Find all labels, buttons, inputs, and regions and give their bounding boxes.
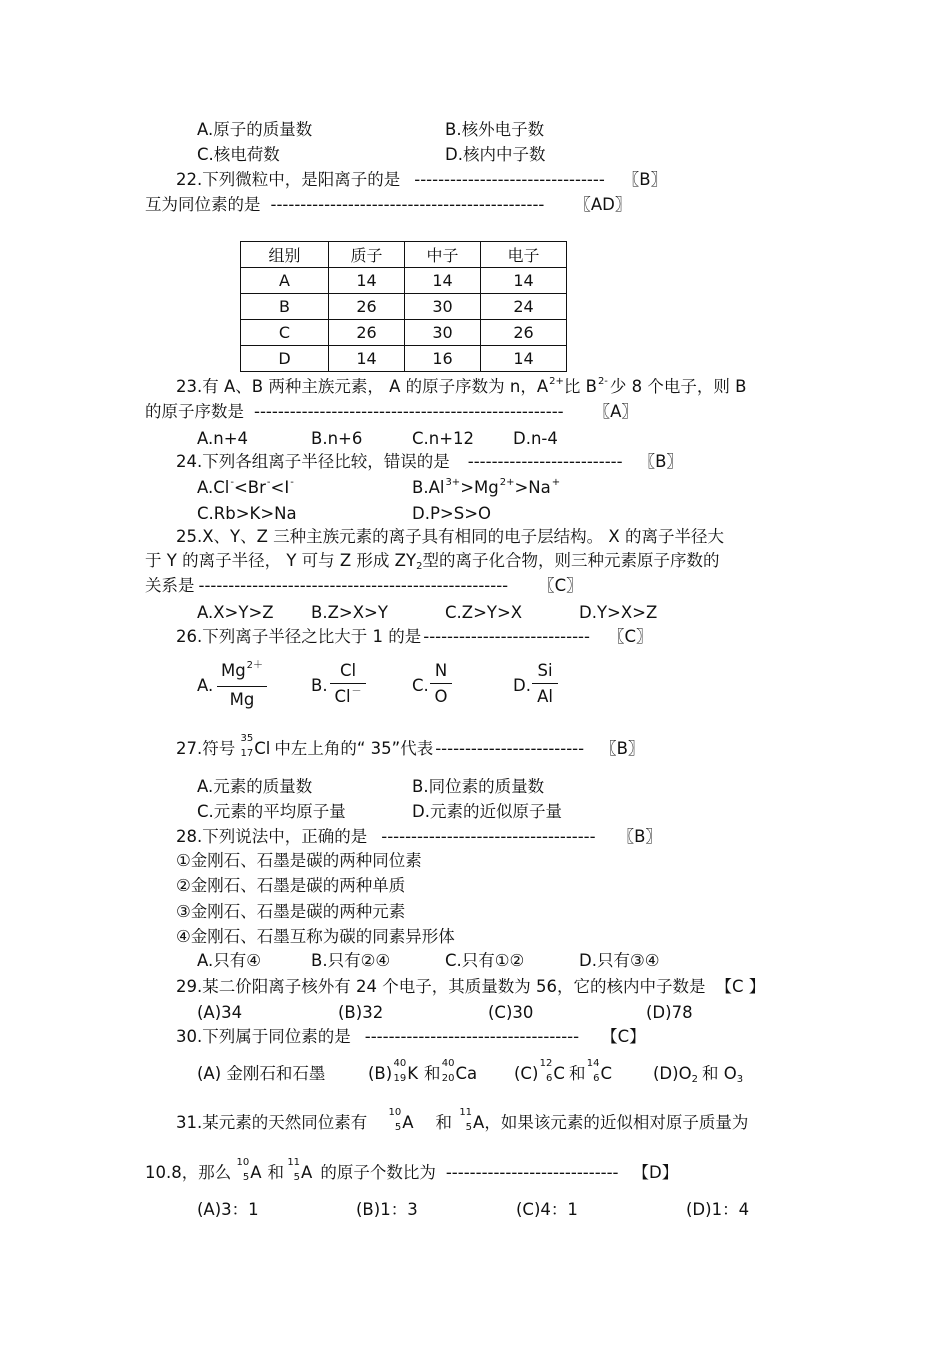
q25-line2-b: 型的离子化合物，则三种元素原子序数的 bbox=[422, 551, 720, 570]
q31-line2-a: 10.8，那么 bbox=[145, 1163, 232, 1182]
q31-option-a: (A)3：1 bbox=[197, 1200, 259, 1219]
element-symbol: A bbox=[473, 1113, 485, 1132]
q21-option-a: A.原子的质量数 bbox=[197, 120, 313, 139]
atomic-number: 5 bbox=[293, 1172, 301, 1183]
element-symbol: C bbox=[553, 1064, 565, 1083]
answer-bracket: 〖A〗 bbox=[593, 402, 638, 421]
fraction-denominator bbox=[330, 684, 366, 710]
table-cell: 26 bbox=[329, 320, 405, 346]
q29-stem-text: 29.某二价阳离子核外有 24 个电子，其质量数为 56，它的核内中子数是 bbox=[176, 977, 706, 996]
connector-text: 和 bbox=[424, 1064, 441, 1083]
element-symbol: C bbox=[600, 1064, 612, 1083]
charge-superscript: 2+ bbox=[499, 477, 515, 488]
q31-stem-a: 31.某元素的天然同位素有 bbox=[176, 1113, 368, 1132]
q30-option-a: (A) 金刚石和石墨 bbox=[197, 1064, 326, 1083]
nuclide-symbol bbox=[286, 1157, 301, 1184]
element-symbol: A bbox=[402, 1113, 414, 1132]
q23-option-a: A.n+4 bbox=[197, 429, 249, 448]
q27-option-a: A.元素的质量数 bbox=[197, 777, 313, 796]
q24-option-d: D.P>S>O bbox=[412, 504, 492, 523]
subscript: 2 bbox=[691, 1074, 698, 1085]
q24-option-b bbox=[412, 477, 560, 502]
q24-a-text: A.Cl bbox=[197, 478, 230, 497]
q28-stem-text: 28.下列说法中，正确的是 bbox=[176, 827, 368, 846]
q29-option-b: (B)32 bbox=[338, 1003, 384, 1022]
nuclide-symbol bbox=[235, 1157, 250, 1184]
q26-option-b-fraction bbox=[330, 661, 366, 710]
table-cell: 14 bbox=[329, 346, 405, 372]
table-cell: 24 bbox=[481, 294, 567, 320]
q23-option-b: B.n+6 bbox=[311, 429, 363, 448]
q28-stem bbox=[176, 826, 662, 848]
table-cell: 14 bbox=[481, 268, 567, 294]
q24-a-text: <Br bbox=[233, 478, 266, 497]
q23-line2: 的原子序数是 bbox=[145, 402, 244, 421]
element-symbol: Ca bbox=[455, 1064, 478, 1083]
q27-stem bbox=[176, 733, 645, 760]
nuclide-symbol bbox=[458, 1107, 473, 1134]
fraction-numerator: N bbox=[430, 661, 452, 684]
atomic-number: 20 bbox=[441, 1073, 455, 1084]
subscript: 3 bbox=[736, 1074, 744, 1085]
mass-number: 11 bbox=[287, 1157, 301, 1168]
subscript: 2 bbox=[416, 561, 423, 572]
charge-superscript: 3+ bbox=[445, 477, 461, 488]
q25-option-d: D.Y>X>Z bbox=[579, 603, 658, 622]
table-header: 质子 bbox=[329, 242, 405, 268]
charge-superscript: + bbox=[551, 477, 561, 488]
answer-leader: ------------------------- bbox=[435, 739, 585, 758]
q27-stem-a: 27.符号 bbox=[176, 739, 236, 758]
q23-stem-c: 少 8 个电子，则 B bbox=[609, 377, 747, 396]
q22-stem bbox=[176, 169, 667, 191]
q24-option-a bbox=[197, 477, 294, 502]
q31-stem-1 bbox=[176, 1107, 749, 1134]
atomic-number: 5 bbox=[242, 1172, 250, 1183]
q21-option-b: B.核外电子数 bbox=[445, 120, 545, 139]
q26-option-d-label: D. bbox=[513, 676, 531, 695]
q22-stem-text: 22.下列微粒中，是阳离子的是 bbox=[176, 170, 401, 189]
table-header: 组别 bbox=[241, 242, 329, 268]
q22-stem-2 bbox=[145, 194, 631, 216]
q23-option-d: D.n-4 bbox=[513, 429, 558, 448]
isotope-table bbox=[240, 241, 567, 372]
q31-option-b: (B)1：3 bbox=[356, 1200, 418, 1219]
q26-option-d-fraction bbox=[532, 661, 558, 707]
table-cell: 30 bbox=[405, 320, 481, 346]
table-cell: D bbox=[241, 346, 329, 372]
q31-stem-b: ，如果该元素的近似相对原子质量为 bbox=[484, 1113, 749, 1132]
answer-bracket: 〖B〗 bbox=[600, 739, 645, 758]
atomic-number: 5 bbox=[465, 1122, 473, 1133]
q28-statement-3: ③金刚石、石墨是碳的两种元素 bbox=[176, 902, 406, 921]
q23-stem-2 bbox=[145, 401, 638, 423]
q31-stem-2 bbox=[145, 1157, 679, 1184]
q30-option-b bbox=[368, 1058, 478, 1085]
q22-stem2-text: 互为同位素的是 bbox=[145, 195, 261, 214]
answer-leader: ---------------------------------------------------- bbox=[254, 402, 564, 421]
q27-stem-b: 中左上角的“ 35”代表 bbox=[274, 739, 434, 758]
table-header: 电子 bbox=[481, 242, 567, 268]
q28-statement-4: ④金刚石、石墨互称为碳的同素异形体 bbox=[176, 927, 455, 946]
q26-option-a-label: A. bbox=[197, 676, 214, 695]
q23-option-c: C.n+12 bbox=[412, 429, 475, 448]
q25-option-c: C.Z>Y>X bbox=[445, 603, 523, 622]
fraction-numerator bbox=[217, 661, 267, 687]
nuclide-symbol bbox=[441, 1058, 456, 1085]
q25-stem-2 bbox=[145, 550, 719, 575]
charge-superscript: 2＋ bbox=[246, 660, 264, 671]
q23-stem-b: 比 B bbox=[563, 377, 597, 396]
q26-option-c-fraction bbox=[430, 661, 452, 707]
atomic-number: 6 bbox=[593, 1073, 600, 1084]
q24-b-text: B.Al bbox=[412, 478, 445, 497]
q26-option-b-label: B. bbox=[311, 676, 328, 695]
answer-bracket: 〖B〗 bbox=[617, 827, 662, 846]
q26-option-c-label: C. bbox=[412, 676, 429, 695]
table-row bbox=[241, 346, 567, 372]
mass-number: 40 bbox=[441, 1058, 455, 1069]
q30-stem-text: 30.下列属于同位素的是 bbox=[176, 1027, 351, 1046]
answer-leader: ------------------------------------ bbox=[381, 827, 596, 846]
option-label: (C) bbox=[514, 1064, 539, 1083]
charge-superscript: - bbox=[290, 477, 294, 488]
q29-option-d: (D)78 bbox=[646, 1003, 693, 1022]
fraction-numerator: Si bbox=[532, 661, 558, 684]
nuclide-symbol bbox=[538, 1058, 553, 1085]
mass-number: 35 bbox=[240, 733, 254, 744]
connector-text: 和 bbox=[435, 1113, 453, 1132]
q25-stem-3 bbox=[145, 575, 583, 597]
answer-bracket: 【C 】 bbox=[715, 977, 766, 996]
nuclide-symbol bbox=[392, 1058, 407, 1085]
answer-leader: ---------------------------------------------------- bbox=[198, 576, 509, 595]
charge-superscript: 2+ bbox=[549, 376, 564, 387]
atomic-number: 17 bbox=[240, 748, 254, 759]
answer-bracket: 〖B〗 bbox=[622, 170, 668, 189]
q24-b-text: >Mg bbox=[460, 478, 499, 497]
q31-line2-b: 的原子个数比为 bbox=[320, 1163, 436, 1182]
table-cell: 16 bbox=[405, 346, 481, 372]
fraction-numerator: Cl bbox=[330, 661, 366, 684]
q28-option-c: C.只有①② bbox=[445, 951, 525, 970]
mass-number: 12 bbox=[539, 1058, 553, 1069]
atomic-number: 19 bbox=[393, 1073, 407, 1084]
charge-superscript: － bbox=[351, 686, 362, 697]
q26-option-a-fraction bbox=[217, 661, 267, 710]
mass-number: 40 bbox=[393, 1058, 407, 1069]
charge-superscript: 2- bbox=[597, 376, 608, 387]
q28-option-b: B.只有②④ bbox=[311, 951, 391, 970]
answer-bracket: 〖AD〗 bbox=[574, 195, 632, 214]
q30-option-c bbox=[514, 1058, 612, 1085]
denominator-text: Cl bbox=[334, 687, 351, 706]
q31-option-c: (C)4：1 bbox=[516, 1200, 578, 1219]
q31-option-d: (D)1：4 bbox=[686, 1200, 750, 1219]
table-row bbox=[241, 320, 567, 346]
table-cell: 26 bbox=[329, 294, 405, 320]
charge-superscript: - bbox=[230, 477, 234, 488]
connector-text: 和 bbox=[267, 1163, 285, 1182]
mass-number: 10 bbox=[388, 1107, 402, 1118]
table-header-row bbox=[241, 242, 567, 268]
charge-superscript: - bbox=[266, 477, 271, 488]
fraction-denominator: Mg bbox=[229, 690, 255, 709]
q30-option-d bbox=[653, 1063, 743, 1088]
answer-leader: -------------------------------- bbox=[414, 170, 605, 189]
table-cell: 14 bbox=[481, 346, 567, 372]
answer-leader: -------------------------- bbox=[467, 452, 623, 471]
answer-bracket: 〖C〗 bbox=[607, 627, 653, 646]
table-row bbox=[241, 294, 567, 320]
answer-bracket: 【D】 bbox=[632, 1163, 679, 1182]
q29-option-a: (A)34 bbox=[197, 1003, 243, 1022]
q28-statement-2: ②金刚石、石墨是碳的两种单质 bbox=[176, 876, 406, 895]
nuclide-symbol bbox=[585, 1058, 600, 1085]
q28-option-a: A.只有④ bbox=[197, 951, 262, 970]
answer-bracket: 【C】 bbox=[601, 1027, 646, 1046]
q25-line3: 关系是 bbox=[145, 576, 195, 595]
numerator-text: Mg bbox=[220, 661, 246, 680]
q24-stem bbox=[176, 451, 683, 473]
table-cell: C bbox=[241, 320, 329, 346]
q21-option-d: D.核内中子数 bbox=[445, 145, 546, 164]
nuclide-symbol bbox=[387, 1107, 402, 1134]
answer-leader: ------------------------------------ bbox=[364, 1027, 580, 1046]
table-header: 中子 bbox=[405, 242, 481, 268]
fraction-denominator: Al bbox=[537, 687, 553, 706]
q28-option-d: D.只有③④ bbox=[579, 951, 660, 970]
q30-stem bbox=[176, 1026, 646, 1048]
q24-option-c: C.Rb>K>Na bbox=[197, 504, 297, 523]
q26-stem-text: 26.下列离子半径之比大于 1 的是 bbox=[176, 627, 422, 646]
table-cell: 30 bbox=[405, 294, 481, 320]
table-cell: 14 bbox=[329, 268, 405, 294]
fraction-denominator: O bbox=[434, 687, 448, 706]
q25-option-b: B.Z>X>Y bbox=[311, 603, 388, 622]
element-symbol: K bbox=[407, 1064, 419, 1083]
q26-stem bbox=[176, 626, 652, 648]
atomic-number: 6 bbox=[546, 1073, 553, 1084]
table-cell: 26 bbox=[481, 320, 567, 346]
q29-stem bbox=[176, 976, 765, 998]
q24-stem-text: 24.下列各组离子半径比较，错误的是 bbox=[176, 452, 450, 471]
q29-option-c: (C)30 bbox=[488, 1003, 534, 1022]
q24-a-text: <I bbox=[270, 478, 290, 497]
q23-stem bbox=[176, 376, 746, 401]
q25-stem-1: 25.X、Y、Z 三种主族元素的离子具有相同的电子层结构。 X 的离子半径大 bbox=[176, 527, 724, 546]
q28-statement-1: ①金刚石、石墨是碳的两种同位素 bbox=[176, 851, 422, 870]
q27-option-c: C.元素的平均原子量 bbox=[197, 802, 346, 821]
q21-option-c: C.核电荷数 bbox=[197, 145, 280, 164]
option-text: 和 O bbox=[701, 1064, 737, 1083]
mass-number: 10 bbox=[236, 1157, 250, 1168]
element-symbol: A bbox=[250, 1163, 262, 1182]
q25-line2-a: 于 Y 的离子半径， Y 可与 Z 形成 ZY bbox=[145, 551, 417, 570]
answer-leader: ---------------------------- bbox=[423, 627, 590, 646]
q23-stem-a: 23.有 A、B 两种主族元素， A 的原子序数为 n，A bbox=[176, 377, 549, 396]
table-cell: 14 bbox=[405, 268, 481, 294]
answer-bracket: 〖B〗 bbox=[638, 452, 683, 471]
q24-b-text: >Na bbox=[514, 478, 551, 497]
connector-text: 和 bbox=[568, 1064, 586, 1083]
nuclide-symbol bbox=[239, 733, 254, 760]
mass-number: 14 bbox=[586, 1058, 600, 1069]
element-symbol: A bbox=[301, 1163, 313, 1182]
answer-bracket: 〖C〗 bbox=[538, 576, 583, 595]
option-text: (D)O bbox=[653, 1064, 692, 1083]
answer-leader: ---------------------------------------------- bbox=[270, 195, 545, 214]
q25-option-a: A.X>Y>Z bbox=[197, 603, 274, 622]
option-label: (B) bbox=[368, 1064, 393, 1083]
table-row bbox=[241, 268, 567, 294]
atomic-number: 5 bbox=[394, 1122, 402, 1133]
mass-number: 11 bbox=[459, 1107, 473, 1118]
table-cell: B bbox=[241, 294, 329, 320]
q27-option-d: D.元素的近似原子量 bbox=[412, 802, 562, 821]
answer-leader: ----------------------------- bbox=[445, 1163, 619, 1182]
q27-option-b: B.同位素的质量数 bbox=[412, 777, 545, 796]
element-symbol: Cl bbox=[254, 739, 271, 758]
table-cell: A bbox=[241, 268, 329, 294]
